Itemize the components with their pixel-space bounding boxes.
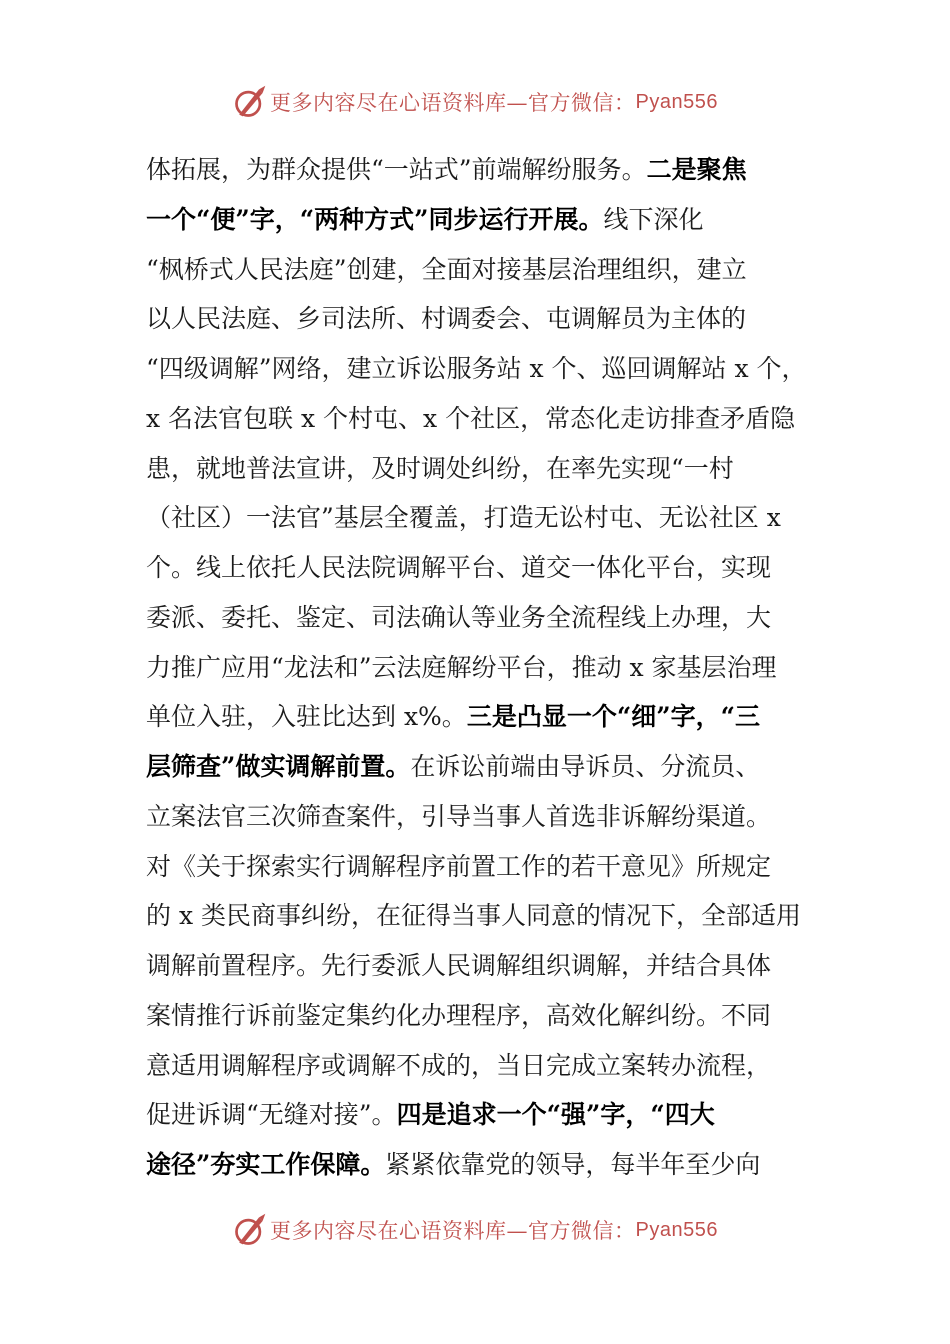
banner-text: 更多内容尽在心语资料库—官方微信：: [270, 1219, 636, 1243]
footer-watermark-banner: [0, 1210, 950, 1250]
text-line: [146, 195, 818, 245]
text-line: [146, 245, 818, 295]
text-segment: 对《关于探索实行调解程序前置工作的若干意见》所规定: [146, 851, 772, 881]
text-line: [146, 742, 818, 792]
text-segment: 力推广应用“龙法和”云法庭解纷平台，推动 x 家基层治理: [146, 652, 777, 682]
bold-heading-segment: 一个“便”字，“两种方式”同步运行开展。: [146, 204, 604, 234]
text-segment: 案情推行诉前鉴定集约化办理程序，高效化解纠纷。不同: [146, 1000, 772, 1030]
text-line: [146, 941, 818, 991]
text-segment: 个。线上依托人民法院调解平台、道交一体化平台，实现: [146, 553, 772, 582]
text-line: [146, 394, 818, 444]
banner-text: 更多内容尽在心语资料库—官方微信：: [270, 91, 636, 115]
header-watermark-banner: [0, 82, 950, 122]
text-segment: 线下深化: [603, 204, 704, 234]
bold-heading-segment: 三是凸显一个“细”字，“三: [466, 702, 760, 732]
banner-wechat-id: Pyan556: [635, 1218, 718, 1241]
text-segment: 紧紧依靠党的领导，每半年至少向: [385, 1150, 761, 1179]
text-segment: 体拓展，为群众提供“一站式”前端解纷服务。: [146, 155, 647, 184]
text-line: [146, 493, 818, 543]
text-segment: 单位入驻，入驻比达到 x%。: [146, 702, 467, 732]
text-segment: 意适用调解程序或调解不成的，当日完成立案转办流程，: [146, 1050, 772, 1080]
text-segment: “枫桥式人民法庭”创建，全面对接基层治理组织，建立: [146, 254, 747, 284]
quill-logo-icon: [232, 1212, 268, 1248]
text-segment: 患，就地普法宣讲，及时调处纠纷，在率先实现“一村: [146, 453, 734, 483]
text-line: [146, 792, 818, 842]
text-line: [146, 891, 818, 941]
text-line: [146, 444, 818, 494]
text-segment: 调解前置程序。先行委派人民调解组织调解，并结合具体: [146, 951, 772, 980]
text-segment: 委派、委托、鉴定、司法确认等业务全流程线上办理，大: [146, 602, 772, 632]
text-line: [146, 145, 818, 195]
text-segment: 的 x 类民商事纠纷，在征得当事人同意的情况下，全部适用: [146, 901, 801, 931]
text-segment: “四级调解”网络，建立诉讼服务站 x 个、巡回调解站 x 个，: [146, 354, 807, 383]
text-segment: 立案法官三次筛查案件，引导当事人首选非诉解纷渠道。: [146, 801, 772, 831]
banner-wechat-id: Pyan556: [635, 90, 718, 113]
text-segment: 以人民法庭、乡司法所、村调委会、屯调解员为主体的: [146, 304, 747, 334]
text-segment: 促进诉调“无缝对接”。: [146, 1100, 397, 1130]
text-line: [146, 1090, 818, 1140]
quill-logo-icon: [232, 84, 268, 120]
text-segment: x 名法官包联 x 个村屯、x 个社区，常态化走访排查矛盾隐: [146, 403, 796, 433]
text-line: [146, 991, 818, 1041]
text-line: [146, 1041, 818, 1091]
text-line: [146, 1140, 818, 1190]
text-line: [146, 593, 818, 643]
text-line: [146, 344, 818, 394]
text-segment: （社区）一法官”基层全覆盖，打造无讼村屯、无讼社区 x: [146, 503, 781, 533]
text-line: [146, 643, 818, 693]
bold-heading-segment: 二是聚焦: [646, 155, 747, 184]
text-line: [146, 842, 818, 892]
bold-heading-segment: 层筛查”做实调解前置。: [146, 752, 411, 781]
text-line: [146, 692, 818, 742]
text-line: [146, 543, 818, 593]
document-body: [146, 145, 818, 1190]
text-segment: 在诉讼前端由导诉员、分流员、: [410, 752, 761, 781]
bold-heading-segment: 途径”夯实工作保障。: [146, 1150, 386, 1179]
text-line: [146, 294, 818, 344]
bold-heading-segment: 四是追求一个“强”字，“四大: [396, 1100, 715, 1130]
